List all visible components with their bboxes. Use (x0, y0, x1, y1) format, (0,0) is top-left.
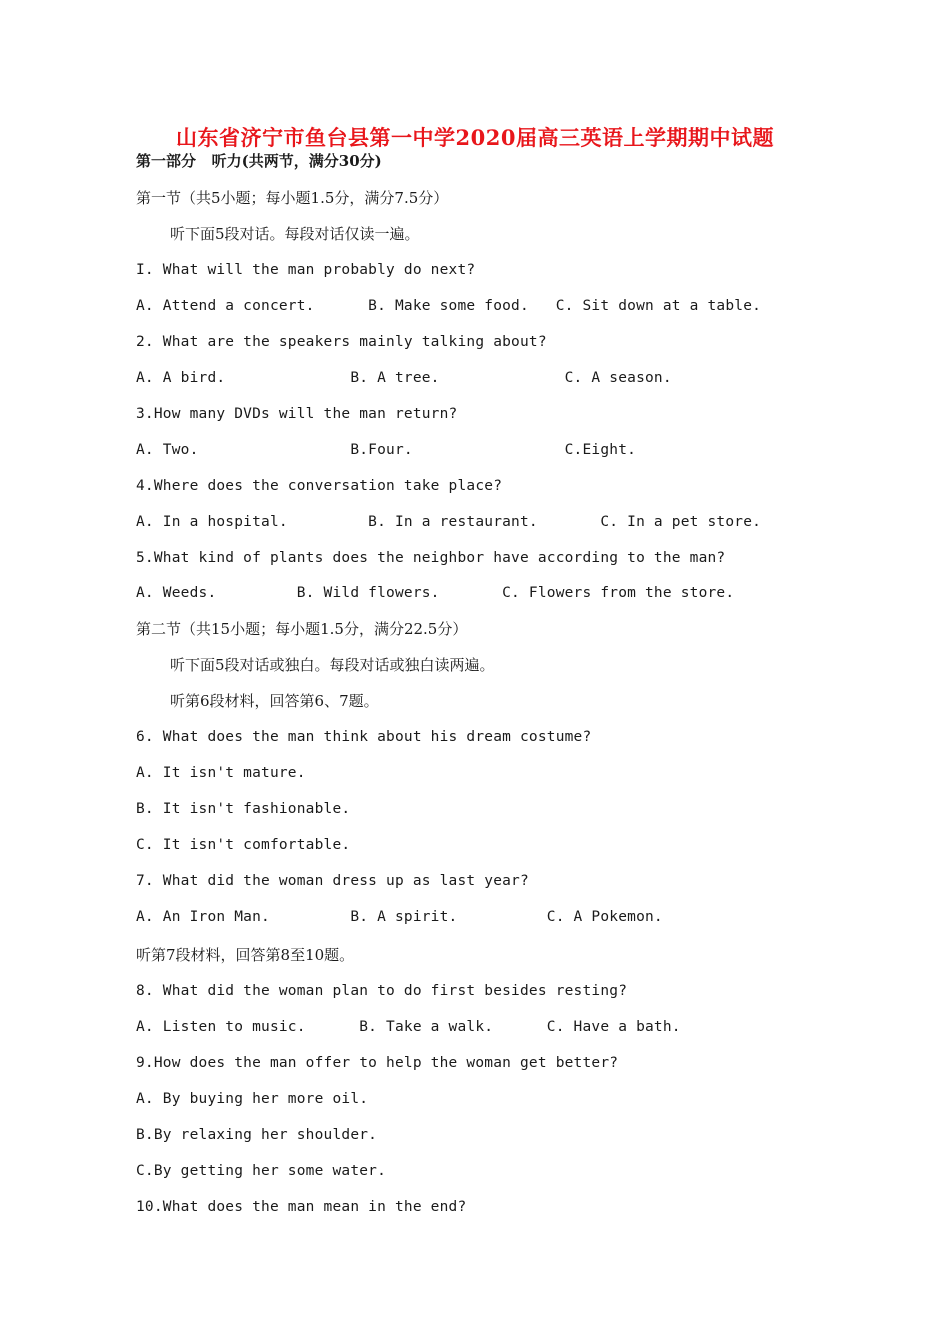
exam-title: 山东省济宁市鱼台县第一中学2020届高三英语上学期期中试题 (176, 125, 774, 150)
section1-heading: 第一节（共5小题；每小题1.5分，满分7.5分） (136, 189, 449, 207)
question-2: 2. What are the speakers mainly talking about? (136, 334, 547, 350)
question-6: 6. What does the man think about his dream costume? (136, 729, 592, 745)
question-9-option-c: C.By getting her some water. (136, 1163, 387, 1179)
question-9-option-a: A. By buying her more oil. (136, 1091, 369, 1107)
question-6-option-c: C. It isn't comfortable. (136, 837, 351, 853)
section1-instruction: 听下面5段对话。每段对话仅读一遍。 (170, 225, 420, 243)
question-7-options: A. An Iron Man. B. A spirit. C. A Pokemon. (136, 909, 663, 925)
question-9-option-b: B.By relaxing her shoulder. (136, 1127, 378, 1143)
question-9: 9.How does the man offer to help the woman get better? (136, 1055, 619, 1071)
question-1-options: A. Attend a concert. B. Make some food. C. Sit down at a table. (136, 298, 762, 314)
section2-heading: 第二节（共15小题；每小题1.5分，满分22.5分） (136, 620, 468, 638)
question-6-option-b: B. It isn't fashionable. (136, 801, 351, 817)
question-5: 5.What kind of plants does the neighbor have according to the man? (136, 550, 726, 566)
passage-7-intro: 听第7段材料，回答第8至10题。 (136, 946, 355, 964)
question-1: I. What will the man probably do next? (136, 262, 476, 278)
question-7: 7. What did the woman dress up as last year? (136, 873, 529, 889)
question-4: 4.Where does the conversation take place? (136, 478, 503, 494)
question-4-options: A. In a hospital. B. In a restaurant. C. In a pet store. (136, 514, 762, 530)
section2-instruction: 听下面5段对话或独白。每段对话或独白读两遍。 (170, 656, 495, 674)
part1-heading: 第一部分 听力(共两节，满分30分) (136, 152, 382, 170)
question-2-options: A. A bird. B. A tree. C. A season. (136, 370, 672, 386)
question-5-options: A. Weeds. B. Wild flowers. C. Flowers from the store. (136, 585, 735, 601)
question-8: 8. What did the woman plan to do first besides resting? (136, 983, 628, 999)
question-3-options: A. Two. B.Four. C.Eight. (136, 442, 637, 458)
question-10: 10.What does the man mean in the end? (136, 1199, 467, 1215)
passage-6-intro: 听第6段材料，回答第6、7题。 (170, 692, 379, 710)
question-8-options: A. Listen to music. B. Take a walk. C. Have a bath. (136, 1019, 681, 1035)
question-6-option-a: A. It isn't mature. (136, 765, 306, 781)
question-3: 3.How many DVDs will the man return? (136, 406, 458, 422)
